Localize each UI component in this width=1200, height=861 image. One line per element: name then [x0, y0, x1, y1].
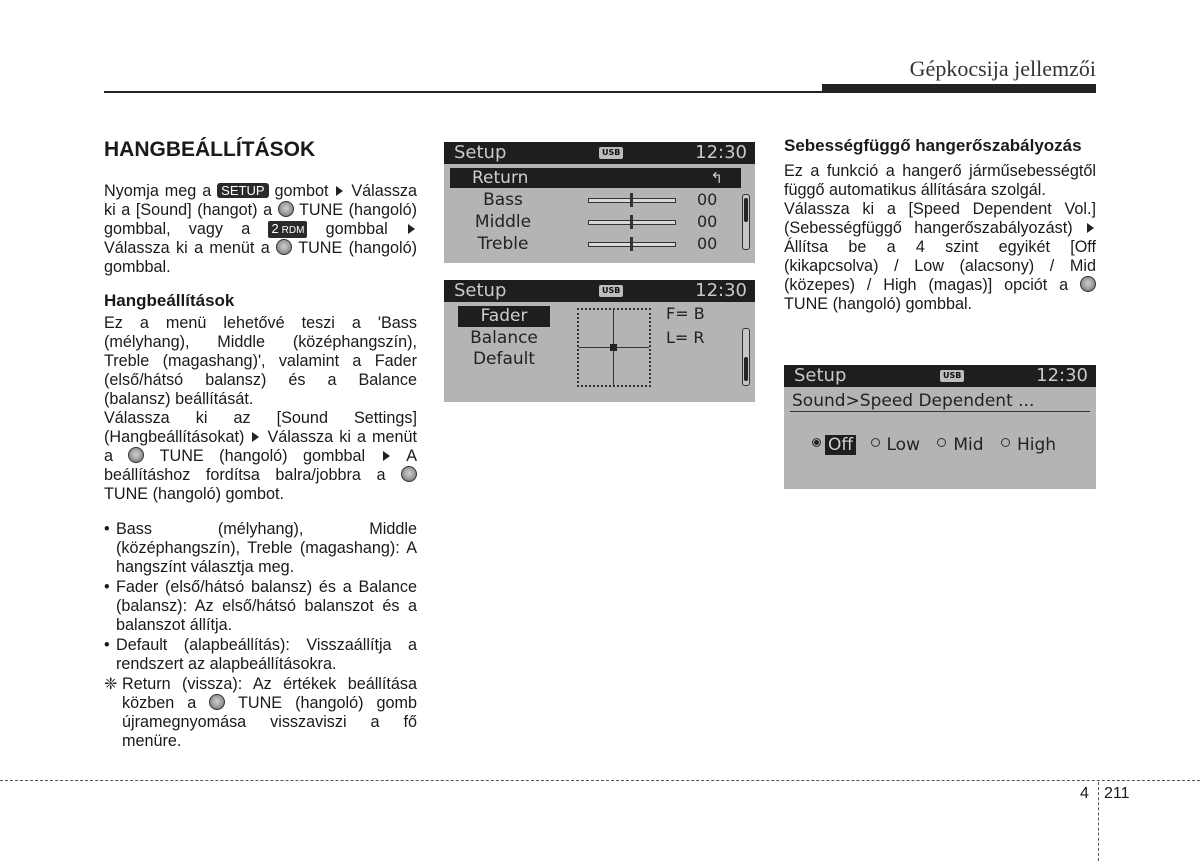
menu-item-label: Return: [472, 168, 529, 188]
fader-balance-grid: [577, 308, 651, 387]
intro-paragraph: [104, 182, 417, 277]
list-item: [104, 520, 417, 577]
option-high[interactable]: [1001, 435, 1059, 455]
instruction-text: TUNE (hangoló) gombbal.: [784, 295, 973, 313]
intro-text: Válassza ki a [Sound] (hangot) a: [104, 182, 418, 219]
note-text: Return (vissza): Az értékek beállítása közben a: [122, 675, 417, 712]
option-label: Off: [825, 435, 856, 455]
option-label: Low: [886, 435, 920, 455]
radio-icon: [1001, 438, 1010, 447]
setting-row-treble[interactable]: [444, 233, 755, 255]
arrow-right-icon: [1087, 223, 1094, 233]
arrow-right-icon: [408, 224, 415, 234]
option-label: High: [1016, 435, 1057, 455]
balance-readout: L= R: [666, 328, 705, 347]
return-arrow-icon: ↰: [710, 169, 723, 187]
instruction-text: TUNE (hangoló) gombot.: [104, 485, 284, 503]
arrow-right-icon: [336, 186, 343, 196]
option-label: Mid: [953, 435, 984, 455]
level-options: [812, 435, 1068, 455]
level-slider: [588, 220, 676, 225]
intro-text: gombbal: [325, 220, 388, 238]
setting-row-bass[interactable]: [444, 189, 755, 211]
setting-label: Bass: [483, 190, 523, 210]
arrow-right-icon: [383, 451, 390, 461]
radio-icon: [871, 438, 880, 447]
usb-icon: USB: [599, 285, 623, 297]
description-paragraph: Ez a menü lehetővé teszi a 'Bass (mélyhang), Middle (középhangszín), Treble (magashang)', valamint a Fader (első/hátsó balansz) és a Balance (balansz) beállítását.: [104, 314, 417, 408]
usb-icon: USB: [940, 370, 964, 382]
note-text: TUNE (hangoló) gomb újramegnyomása visszaviszi a fő menüre.: [122, 694, 417, 750]
sub-heading: Sebességfüggő hangerőszabályozás: [784, 136, 1082, 155]
option-off[interactable]: [812, 435, 856, 455]
list-item: [104, 578, 417, 635]
note-mark: ❈: [104, 675, 118, 693]
fader-readout: F= B: [666, 304, 705, 323]
footer-rule: [0, 780, 1200, 781]
instruction-text: A beállításhoz fordítsa balra/jobbra a: [104, 447, 417, 484]
menu-item-balance[interactable]: Balance: [470, 328, 538, 348]
bullet-mark: •: [104, 578, 110, 596]
instruction-paragraph: [784, 200, 1096, 314]
bullet-list: [104, 520, 417, 674]
setup-button-icon: SETUP: [217, 183, 268, 198]
slider-thumb: [630, 215, 633, 229]
description-paragraph: Ez a funkció a hangerő járműsebességtől függő automatikus állítására szolgál.: [784, 162, 1096, 199]
instruction-paragraph: [104, 409, 417, 504]
tune-knob-icon: [209, 694, 225, 710]
screen-title: Setup: [454, 142, 507, 163]
usb-icon: USB: [599, 147, 623, 159]
menu-item-default[interactable]: Default: [472, 349, 536, 369]
instruction-text: Válassza ki az [Sound Settings] (Hangbeállításokat): [104, 409, 417, 446]
path-underline: [790, 411, 1090, 412]
screen-clock: 12:30: [695, 142, 747, 163]
tune-knob-icon: [276, 239, 292, 255]
setting-label: Middle: [474, 212, 532, 232]
option-low[interactable]: [871, 435, 923, 455]
footer-divider: [1098, 782, 1099, 861]
fader-balance-screen: [444, 280, 755, 402]
balance-position-marker: [610, 344, 617, 351]
intro-text: gombot: [274, 182, 329, 200]
setting-value: 00: [697, 190, 718, 209]
screen-status-bar: [784, 365, 1096, 387]
level-slider: [588, 198, 676, 203]
setting-label: Treble: [477, 234, 529, 254]
section-heading: HANGBEÁLLÍTÁSOK: [104, 138, 316, 161]
rdm-number: 2: [271, 221, 279, 236]
screen-clock: 12:30: [695, 280, 747, 301]
scrollbar[interactable]: [742, 328, 750, 386]
sub-heading: Hangbeállítások: [104, 291, 235, 310]
screen-status-bar: [444, 142, 755, 164]
page-header-title: Gépkocsija jellemzői: [909, 56, 1096, 81]
instruction-text: Válassza ki a [Speed Dependent Vol.] (Sebességfüggő hangerőszabályozást): [784, 200, 1096, 237]
page-number: 211: [1104, 785, 1130, 802]
header-rule: [104, 91, 1096, 93]
rdm-label: RDM: [281, 225, 305, 236]
intro-text: Válassza ki a menüt a: [104, 239, 270, 257]
slider-thumb: [630, 193, 633, 207]
setting-value: 00: [697, 212, 718, 231]
arrow-right-icon: [252, 432, 259, 442]
sound-settings-screen: [444, 142, 755, 263]
screen-title: Setup: [794, 365, 847, 386]
instruction-text: Válassza ki a menüt a: [104, 428, 418, 465]
bullet-mark: •: [104, 520, 110, 538]
rdm-button-icon: [268, 221, 307, 238]
tune-knob-icon: [401, 466, 417, 482]
chapter-number: 4: [1080, 785, 1089, 802]
tune-knob-icon: [1080, 276, 1096, 292]
bullet-text: Bass (mélyhang), Middle (középhangszín), Treble (magashang): A hangszínt választja meg.: [116, 520, 417, 576]
option-mid[interactable]: [937, 435, 986, 455]
bullet-mark: •: [104, 636, 110, 654]
screen-title: Setup: [454, 280, 507, 301]
return-note: [104, 675, 417, 751]
setting-row-middle[interactable]: [444, 211, 755, 233]
menu-item-return[interactable]: [450, 168, 741, 188]
tune-knob-icon: [278, 201, 294, 217]
level-slider: [588, 242, 676, 247]
tune-knob-icon: [128, 447, 144, 463]
intro-text: TUNE (hangoló) gombbal, vagy a: [104, 201, 417, 238]
bullet-text: Default (alapbeállítás): Visszaállítja a rendszert az alapbeállításokra.: [116, 636, 417, 673]
scrollbar-thumb[interactable]: [744, 198, 748, 222]
radio-icon: [937, 438, 946, 447]
list-item: [104, 636, 417, 674]
screen-status-bar: [444, 280, 755, 302]
speed-dependent-volume-screen: [784, 365, 1096, 489]
left-column: [104, 136, 417, 751]
screen-clock: 12:30: [1036, 365, 1088, 386]
menu-item-fader[interactable]: Fader: [458, 306, 550, 327]
intro-text: TUNE (hangoló) gombbal.: [104, 239, 417, 276]
instruction-text: TUNE (hangoló) gombbal: [159, 447, 366, 465]
scrollbar[interactable]: [742, 194, 750, 250]
setting-value: 00: [697, 234, 718, 253]
menu-path: Sound>Speed Dependent ...: [792, 391, 1035, 411]
slider-thumb: [630, 237, 633, 251]
intro-text: Nyomja meg a: [104, 182, 212, 200]
instruction-text: Állítsa be a 4 szint egyikét [Off (kikapcsolva) / Low (alacsony) / Mid (közepes) / High (magas)] opciót a: [784, 238, 1096, 294]
right-column: [784, 136, 1096, 314]
radio-selected-icon: [812, 438, 821, 447]
bullet-text: Fader (első/hátsó balansz) és a Balance (balansz): Az első/hátsó balanszot és a balanszot állítja.: [116, 578, 417, 634]
scrollbar-thumb[interactable]: [744, 357, 748, 381]
